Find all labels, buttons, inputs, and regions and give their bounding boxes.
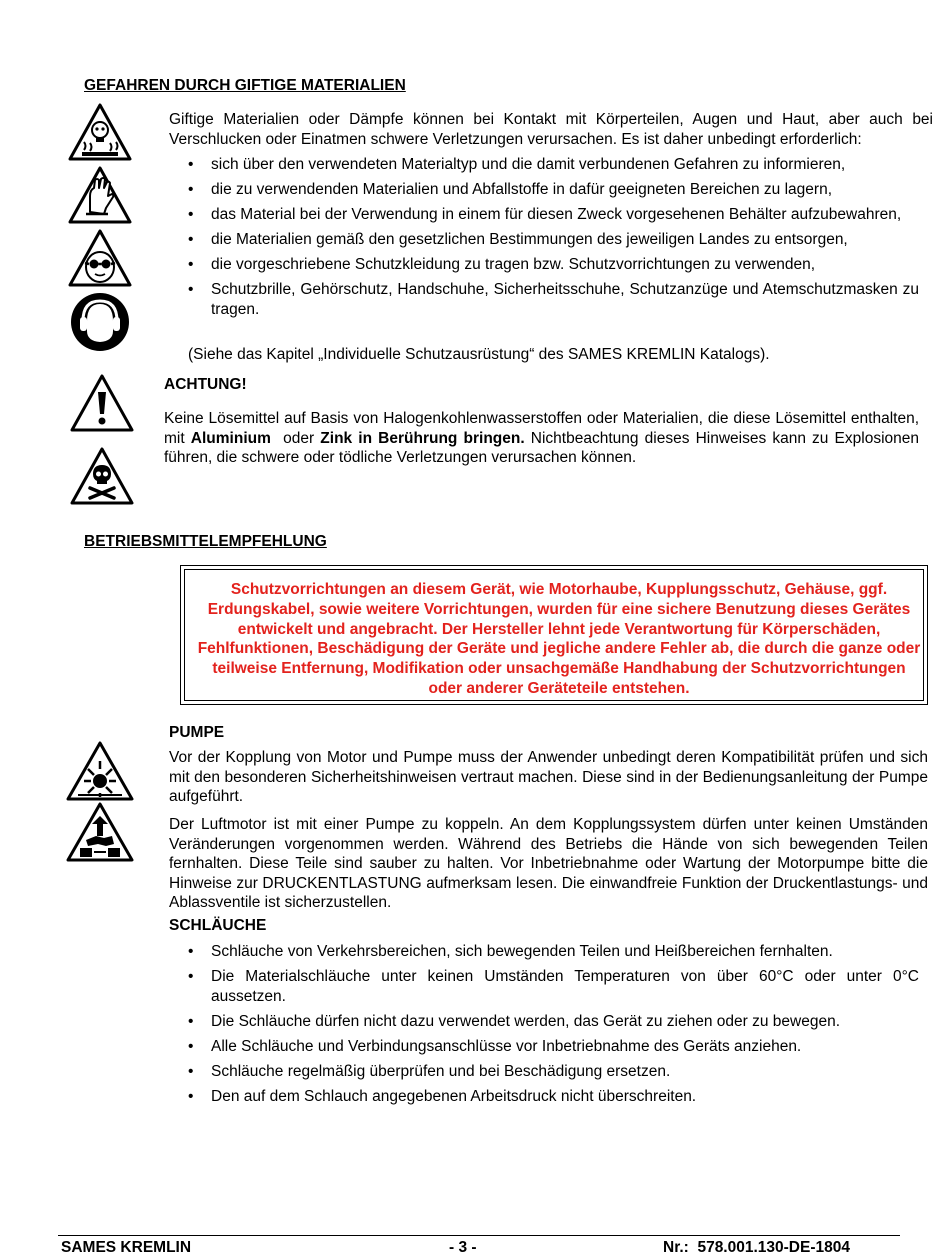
hoses-title: SCHLÄUCHE	[169, 917, 267, 934]
list-item: • das Material bei der Verwendung in einem für diesen Zweck vorgesehenen Behälter aufzubewahren,	[169, 205, 919, 225]
list-item: • Die Schläuche dürfen nicht dazu verwendet werden, das Gerät zu ziehen oder zu bewegen.	[169, 1012, 919, 1032]
boxed-warning-text: Schutzvorrichtungen an diesem Gerät, wie Motorhaube, Kupplungsschutz, Gehäuse, ggf. Erdungskabel, sowie weitere Vorrichtungen, wurden für eine sichere Benutzung dieses Gerätes entwickelt und angebracht. Der Hersteller lehnt jede Verantwortung für Körperschäden, Fehlfunktionen, Beschädigung der Geräte und jegliche andere Fehler ab, die durch die ganze oder teilweise Entfernung, Modifikation oder unsachgemäße Handhabung der Schutzvorrichtungen oder anderer Geräteteile entstehen.	[197, 581, 921, 697]
list-item: • die zu verwendenden Materialien und Abfallstoffe in dafür geeigneten Bereichen zu lagern,	[169, 180, 919, 200]
toxic-vapour-icon	[68, 103, 132, 161]
boxed-warning	[180, 565, 928, 705]
pump-paragraph-2: Der Luftmotor ist mit einer Pumpe zu koppeln. An dem Kopplungssystem dürfen unter keinen Umständen Veränderungen vorgenommen werden. Während des Betriebs die Hände von sich bewegenden Teilen fernhalten. Diese Teile sind sauber zu halten. Vor Inbetriebnahme oder Wartung der Motorpumpe bitte die Hinweise zur DRUCKENTLASTUNG aufmerksam lesen. Die einwandfreie Funktion der Druckentlastungs- und Ablassventile ist sicherzustellen.	[169, 816, 928, 911]
section-title-toxic-materials: GEFAHREN DURCH GIFTIGE MATERIALIEN	[84, 77, 406, 94]
list-item: • Schläuche von Verkehrsbereichen, sich bewegenden Teilen und Heißbereichen fernhalten.	[169, 942, 919, 962]
footer-page-number: - 3 -	[449, 1239, 477, 1256]
explosion-warning-icon	[66, 741, 134, 801]
footer-company: SAMES KREMLIN	[61, 1239, 192, 1256]
toxic-bullet-list	[169, 155, 919, 325]
warning-text-mid: oder	[270, 429, 321, 447]
warning-title: ACHTUNG!	[164, 376, 247, 393]
footer-divider	[58, 1235, 900, 1236]
crushing-hazard-icon	[66, 802, 134, 862]
list-item: • Die Materialschläuche unter keinen Umständen Temperaturen von über 60°C oder unter 0°C aussetzen.	[169, 967, 919, 1006]
boxed-warning-inner-frame	[184, 569, 924, 701]
warning-paragraph	[164, 409, 919, 468]
list-item: • die Materialien gemäß den gesetzlichen Bestimmungen des jeweiligen Landes zu entsorgen,	[169, 230, 919, 250]
skull-crossbones-icon	[70, 447, 134, 505]
list-item: • Alle Schläuche und Verbindungsanschlüsse vor Inbetriebnahme des Geräts anziehen.	[169, 1037, 919, 1057]
goggles-icon	[68, 229, 132, 287]
section-title-recommendations: BETRIEBSMITTELEMPFEHLUNG	[84, 533, 327, 550]
hoses-bullet-list	[169, 942, 919, 1112]
list-item: • sich über den verwendeten Materialtyp und die damit verbundenen Gefahren zu informieren,	[169, 155, 919, 175]
list-item: • Den auf dem Schlauch angegebenen Arbeitsdruck nicht überschreiten.	[169, 1087, 919, 1107]
ear-protection-icon	[69, 291, 131, 353]
warning-bold-zinc: Zink in Berührung bringen.	[320, 429, 525, 447]
warning-bold-aluminium: Aluminium	[190, 429, 271, 447]
warning-text-post: Nichtbeachtung dieses Hinweises kann zu Explosionen führen, die schwere oder tödliche Verletzungen verursachen können.	[164, 429, 920, 466]
toxic-intro-paragraph: Giftige Materialien oder Dämpfe können bei Kontakt mit Körperteilen, Augen und Haut, aber auch bei Verschlucken oder Einatmen schwere Verletzungen verursachen. Es ist daher unbedingt erforderlich:	[169, 111, 933, 148]
catalog-note: (Siehe das Kapitel „Individuelle Schutzausrüstung“ des SAMES KREMLIN Katalogs).	[188, 346, 770, 363]
pump-paragraph-1: Vor der Kopplung von Motor und Pumpe muss der Anwender unbedingt deren Kompatibilität prüfen und sich mit den besonderen Sicherheitshinweisen vertraut machen. Diese sind in der Bedienungsanleitung der Pumpe aufgeführt.	[169, 749, 928, 805]
list-item: • die vorgeschriebene Schutzkleidung zu tragen bzw. Schutzvorrichtungen zu verwenden,	[169, 255, 919, 275]
warning-text-pre: Keine Lösemittel auf Basis von Halogenkohlenwasserstoffen oder Materialien, die diese Lösemittel enthalten, mit	[164, 410, 919, 447]
list-item: • Schutzbrille, Gehörschutz, Handschuhe, Sicherheitsschuhe, Schutzanzüge und Atemschutzmasken zu tragen.	[169, 280, 919, 319]
list-item: • Schläuche regelmäßig überprüfen und bei Beschädigung ersetzen.	[169, 1062, 919, 1082]
pump-title: PUMPE	[169, 724, 225, 741]
gloves-icon	[68, 166, 132, 224]
footer-doc-number: Nr.: 578.001.130-DE-1804	[663, 1239, 850, 1256]
exclamation-warning-icon	[70, 374, 134, 432]
